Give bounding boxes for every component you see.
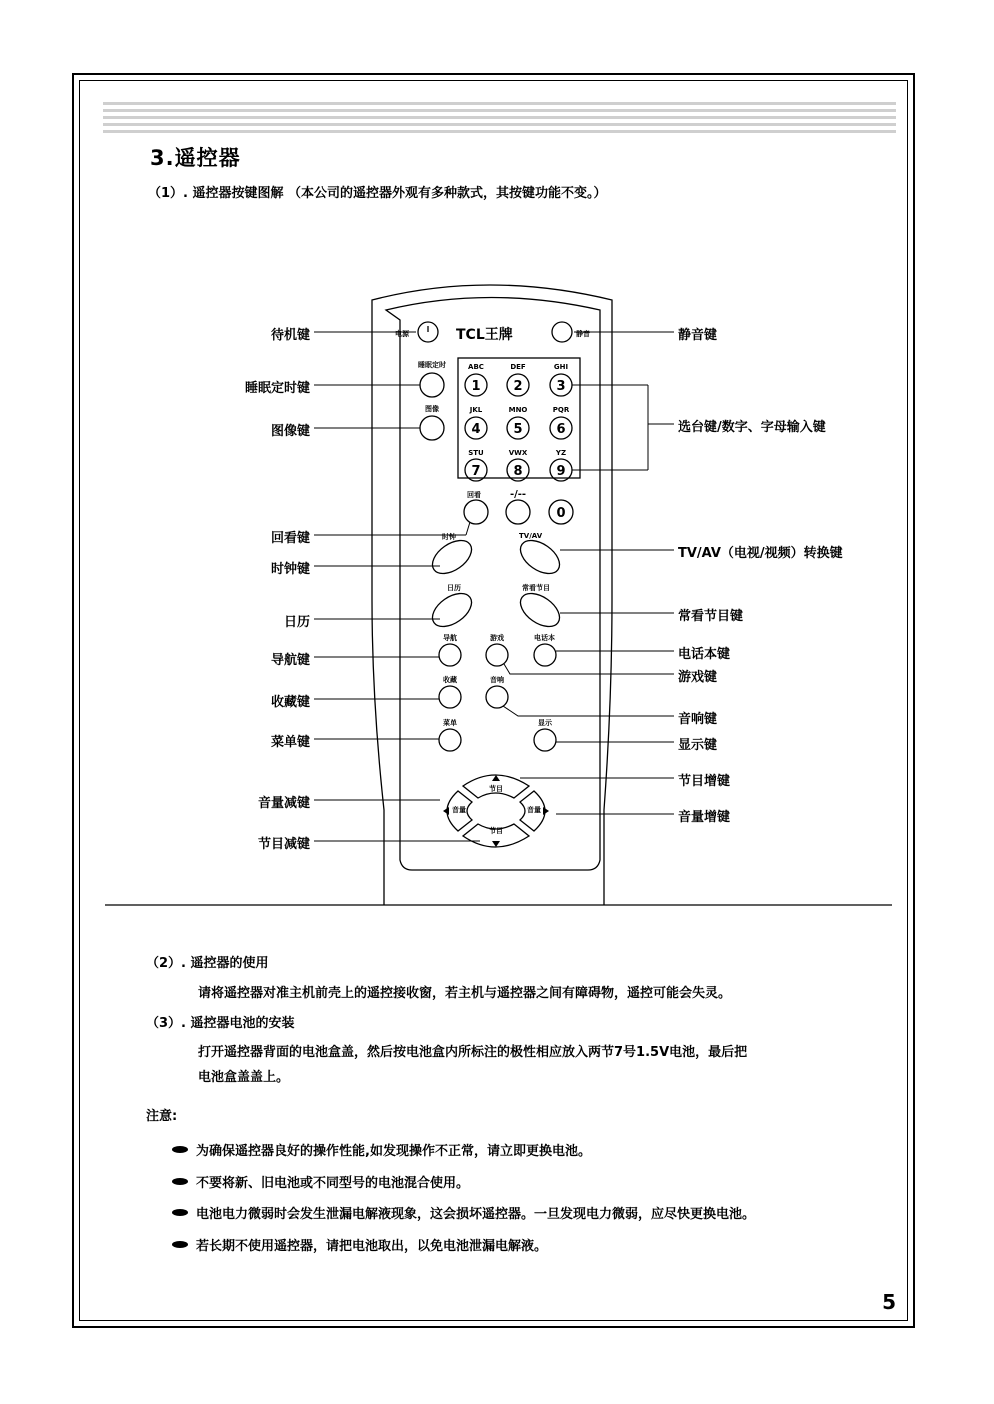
label-standby: 待机键 xyxy=(270,328,310,343)
calendar-small-label: 日历 xyxy=(447,584,461,592)
label-tvav: TV/AV（电视/视频）转换键 xyxy=(678,546,843,561)
letters-pqr: PQR xyxy=(552,406,570,414)
sub-heading-3: （3）. 遥控器电池的安装 xyxy=(146,1016,295,1031)
section-title: 3.遥控器 xyxy=(150,146,241,170)
label-menu: 菜单键 xyxy=(270,735,310,750)
page-number: 5 xyxy=(882,1290,896,1314)
digit-8: 8 xyxy=(513,464,523,479)
note-title: 注意: xyxy=(146,1109,178,1124)
dash-key-label: -/-- xyxy=(509,489,527,500)
digit-7: 7 xyxy=(471,464,481,479)
digit-9: 9 xyxy=(556,464,566,479)
bullet-icon xyxy=(172,1241,188,1248)
note-item: 若长期不使用遥控器，请把电池取出，以免电池泄漏电解液。 xyxy=(196,1239,548,1254)
letters-yz: YZ xyxy=(555,449,567,457)
vol-left-small-label: 音量 xyxy=(452,806,466,814)
letters-stu: STU xyxy=(468,449,484,457)
label-sleep: 睡眠定时键 xyxy=(244,381,310,396)
nav-small-label: 导航 xyxy=(443,634,457,642)
sleep-small-label: 睡眠定时 xyxy=(418,361,446,369)
note-item: 为确保遥控器良好的操作性能,如发现操作不正常，请立即更换电池。 xyxy=(196,1144,591,1159)
power-small-label: 电源 xyxy=(395,330,409,338)
label-digits: 选台键/数字、字母输入键 xyxy=(678,420,826,435)
usage-text: 请将遥控器对准主机前壳上的遥控接收窗，若主机与遥控器之间有障碍物，遥控可能会失灵。 xyxy=(198,986,732,1001)
letters-ghi: GHI xyxy=(553,363,569,371)
label-vol-down: 音量减键 xyxy=(257,796,310,811)
digit-0: 0 xyxy=(556,506,566,521)
label-prog-up: 节目增键 xyxy=(678,774,731,789)
menu-small-label: 菜单 xyxy=(443,719,457,727)
prog-down-small-label: 节目 xyxy=(489,827,503,835)
sub-heading-1: （1）. 遥控器按键图解 （本公司的遥控器外观有多种款式，其按键功能不变。） xyxy=(148,186,607,201)
recall-small-label: 回看 xyxy=(467,491,481,499)
clock-small-label: 时钟 xyxy=(442,533,456,541)
digit-3: 3 xyxy=(556,379,566,394)
tvav-small-label: TV/AV xyxy=(519,532,543,540)
digit-2: 2 xyxy=(513,379,523,394)
bullet-icon xyxy=(172,1209,188,1216)
label-sound: 音响键 xyxy=(678,712,718,727)
display-small-label: 显示 xyxy=(538,719,552,727)
label-calendar: 日历 xyxy=(283,615,310,630)
label-display: 显示键 xyxy=(678,738,718,753)
note-item: 电池电力微弱时会发生泄漏电解液现象，这会损坏遥控器。一旦发现电力微弱，应尽快更换电池。 xyxy=(196,1207,756,1222)
label-image: 图像键 xyxy=(270,424,310,439)
digit-5: 5 xyxy=(513,422,523,437)
battery-text-1: 打开遥控器背面的电池盒盖，然后按电池盒内所标注的极性相应放入两节7号1.5V电池，最后把 xyxy=(198,1045,748,1060)
label-clock: 时钟键 xyxy=(270,562,310,577)
label-game: 游戏键 xyxy=(678,670,718,685)
phonebook-small-label: 电话本 xyxy=(534,634,555,642)
vol-right-small-label: 音量 xyxy=(527,806,541,814)
label-fav: 常看节目键 xyxy=(678,609,744,624)
fav-small-label: 常看节目 xyxy=(522,584,550,592)
label-collect: 收藏键 xyxy=(270,695,310,710)
sub-heading-2: （2）. 遥控器的使用 xyxy=(146,956,269,971)
label-recall: 回看键 xyxy=(270,531,310,546)
letters-jkl: JKL xyxy=(469,406,483,414)
label-mute: 静音键 xyxy=(678,328,718,343)
battery-text-2: 电池盒盖盖上。 xyxy=(198,1070,290,1085)
brand-logo: TCL王牌 xyxy=(456,327,513,343)
prog-up-small-label: 节目 xyxy=(489,785,503,793)
digit-6: 6 xyxy=(556,422,566,437)
game-small-label: 游戏 xyxy=(490,634,504,642)
label-prog-down: 节目减键 xyxy=(257,837,310,852)
letters-abc: ABC xyxy=(468,363,484,371)
mute-small-label: 静音 xyxy=(576,330,590,338)
label-vol-up: 音量增键 xyxy=(678,810,731,825)
letters-def: DEF xyxy=(510,363,526,371)
letters-vwx: VWX xyxy=(508,449,528,457)
collect-small-label: 收藏 xyxy=(443,676,457,684)
bullet-icon xyxy=(172,1178,188,1185)
bullet-icon xyxy=(172,1146,188,1153)
label-phonebook: 电话本键 xyxy=(678,647,731,662)
label-nav: 导航键 xyxy=(270,653,310,668)
note-item: 不要将新、旧电池或不同型号的电池混合使用。 xyxy=(196,1176,470,1191)
letters-mno: MNO xyxy=(508,406,528,414)
sound-small-label: 音响 xyxy=(490,676,504,684)
digit-1: 1 xyxy=(471,379,481,394)
digit-4: 4 xyxy=(471,422,481,437)
image-small-label: 图像 xyxy=(425,405,439,413)
